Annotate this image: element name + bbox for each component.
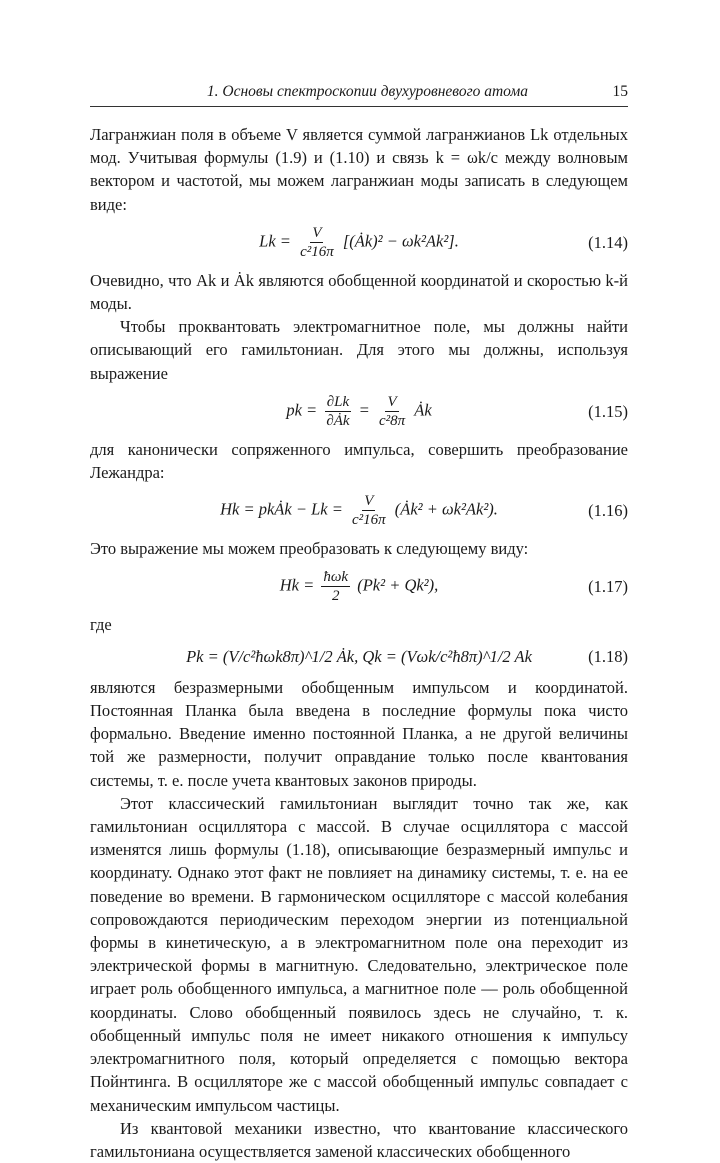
equation-number: (1.15) <box>588 401 628 421</box>
paragraph: Из квантовой механики известно, что квантование классического гамильтониана осуществляется заменой классических обобщенного <box>90 1118 628 1161</box>
paragraph: где <box>90 615 112 635</box>
equation-1-16: Hk = pkȦk − Lk = $\frac{V}{\text{c²16π}}$ (Ȧk² + ωk²Ak²). (1.16) <box>220 493 628 529</box>
equation-1-18: Pk = (V/c²ħωk8π)^1/2 Ȧk, Qk = (Vωk/c²ħ8π)^1/2 Ak (1.18) <box>90 645 628 668</box>
eq-fraction: $\frac{V}{\text{c²8π}}$ <box>378 393 406 429</box>
book-page <box>90 80 628 1163</box>
page-body <box>90 123 628 1163</box>
equation-1-15: pk = $\frac{\partial Lk}{\partial Ȧk}$ = $\frac{V}{\text{c²8π}}$ Ȧk (1.15) <box>286 393 628 429</box>
eq-fraction: $\frac{\text{ħωk}}{2}$ <box>323 569 349 605</box>
equation-1-17: Hk = $\frac{\text{ħωk}}{2}$ (Pk² + Qk²), (1.17) <box>279 569 628 605</box>
eq-fraction: $\frac{V}{\text{c²16π}}$ <box>351 493 386 529</box>
eq-fraction: $\frac{\partial Lk}{\partial Ȧk}$ <box>326 393 350 429</box>
paragraph: Лагранжиан поля в объеме V является суммой лагранжианов Lk отдельных мод. Учитывая формулы (1.9) и (1.10) и связь k = ωk/c между волновым вектором и частотой, мы можем лагранжиан моды записать в следующем виде: <box>90 125 628 214</box>
paragraph: Этот классический гамильтониан выглядит точно так же, как гамильтониан осциллятора с массой. В случае осциллятора с массой изменятся лишь формулы (1.18), описывающие безразмерный импульс и координату. Однако этот факт не повлияет на динамику системы, т. е. на ее поведение во времени. В гармоническом осцилляторе с массой колебания сопровождаются периодическим переходом энергии из потенциальной формы в кинетическую, а в электромагнитном поле она переходит из электрической формы в магнитную. Следовательно, электрическое поле играет роль обобщенного импульса, а магнитное поле — роль обобщенной координаты. Слово обобщенный появилось здесь не случайно, т. к. обобщенный импульс поля не имеет никакого отношения к импульсу электромагнитного поля, который определяется с помощью вектора Пойнтинга. В осцилляторе же с массой обобщенный импульс совпадает с механическим импульсом частицы. <box>90 793 628 1115</box>
equation-number: (1.16) <box>588 501 628 521</box>
equation-number: (1.17) <box>588 577 628 597</box>
paragraph: Чтобы проквантовать электромагнитное поле, мы должны найти описывающий его гамильтониан. Для этого мы должны, используя выражение <box>90 317 628 383</box>
eq-lhs: Lk = <box>259 231 291 251</box>
paragraph: являются безразмерными обобщенным импульсом и координатой. Постоянная Планка была введена в последние формулы пока чисто формально. Введение именно постоянной Планка, а не другой величины той же размерности, получит оправдание только после квантования системы, т. е. после учета квантовых законов природы. <box>90 677 628 790</box>
paragraph: Очевидно, что Ak и Ȧk являются обобщенной координатой и скоростью k-й моды. <box>90 270 628 314</box>
equation-number: (1.14) <box>588 232 628 252</box>
eq-fraction: $\frac{V}{\text{c²16π}}$ <box>300 224 334 260</box>
running-header <box>90 80 628 107</box>
paragraph: для канонически сопряженного импульса, совершить преобразование Лежандра: <box>90 439 628 483</box>
equation-1-14 <box>90 224 628 261</box>
equation-number: (1.18) <box>588 646 628 666</box>
paragraph: Это выражение мы можем преобразовать к следующему виду: <box>90 539 529 559</box>
eq-rhs: [(Ȧk)² − ωk²Ak²]. <box>342 231 459 251</box>
chapter-title: 1. Основы спектроскопии двухуровневого атома <box>206 83 528 100</box>
page-number: 15 <box>612 83 628 100</box>
